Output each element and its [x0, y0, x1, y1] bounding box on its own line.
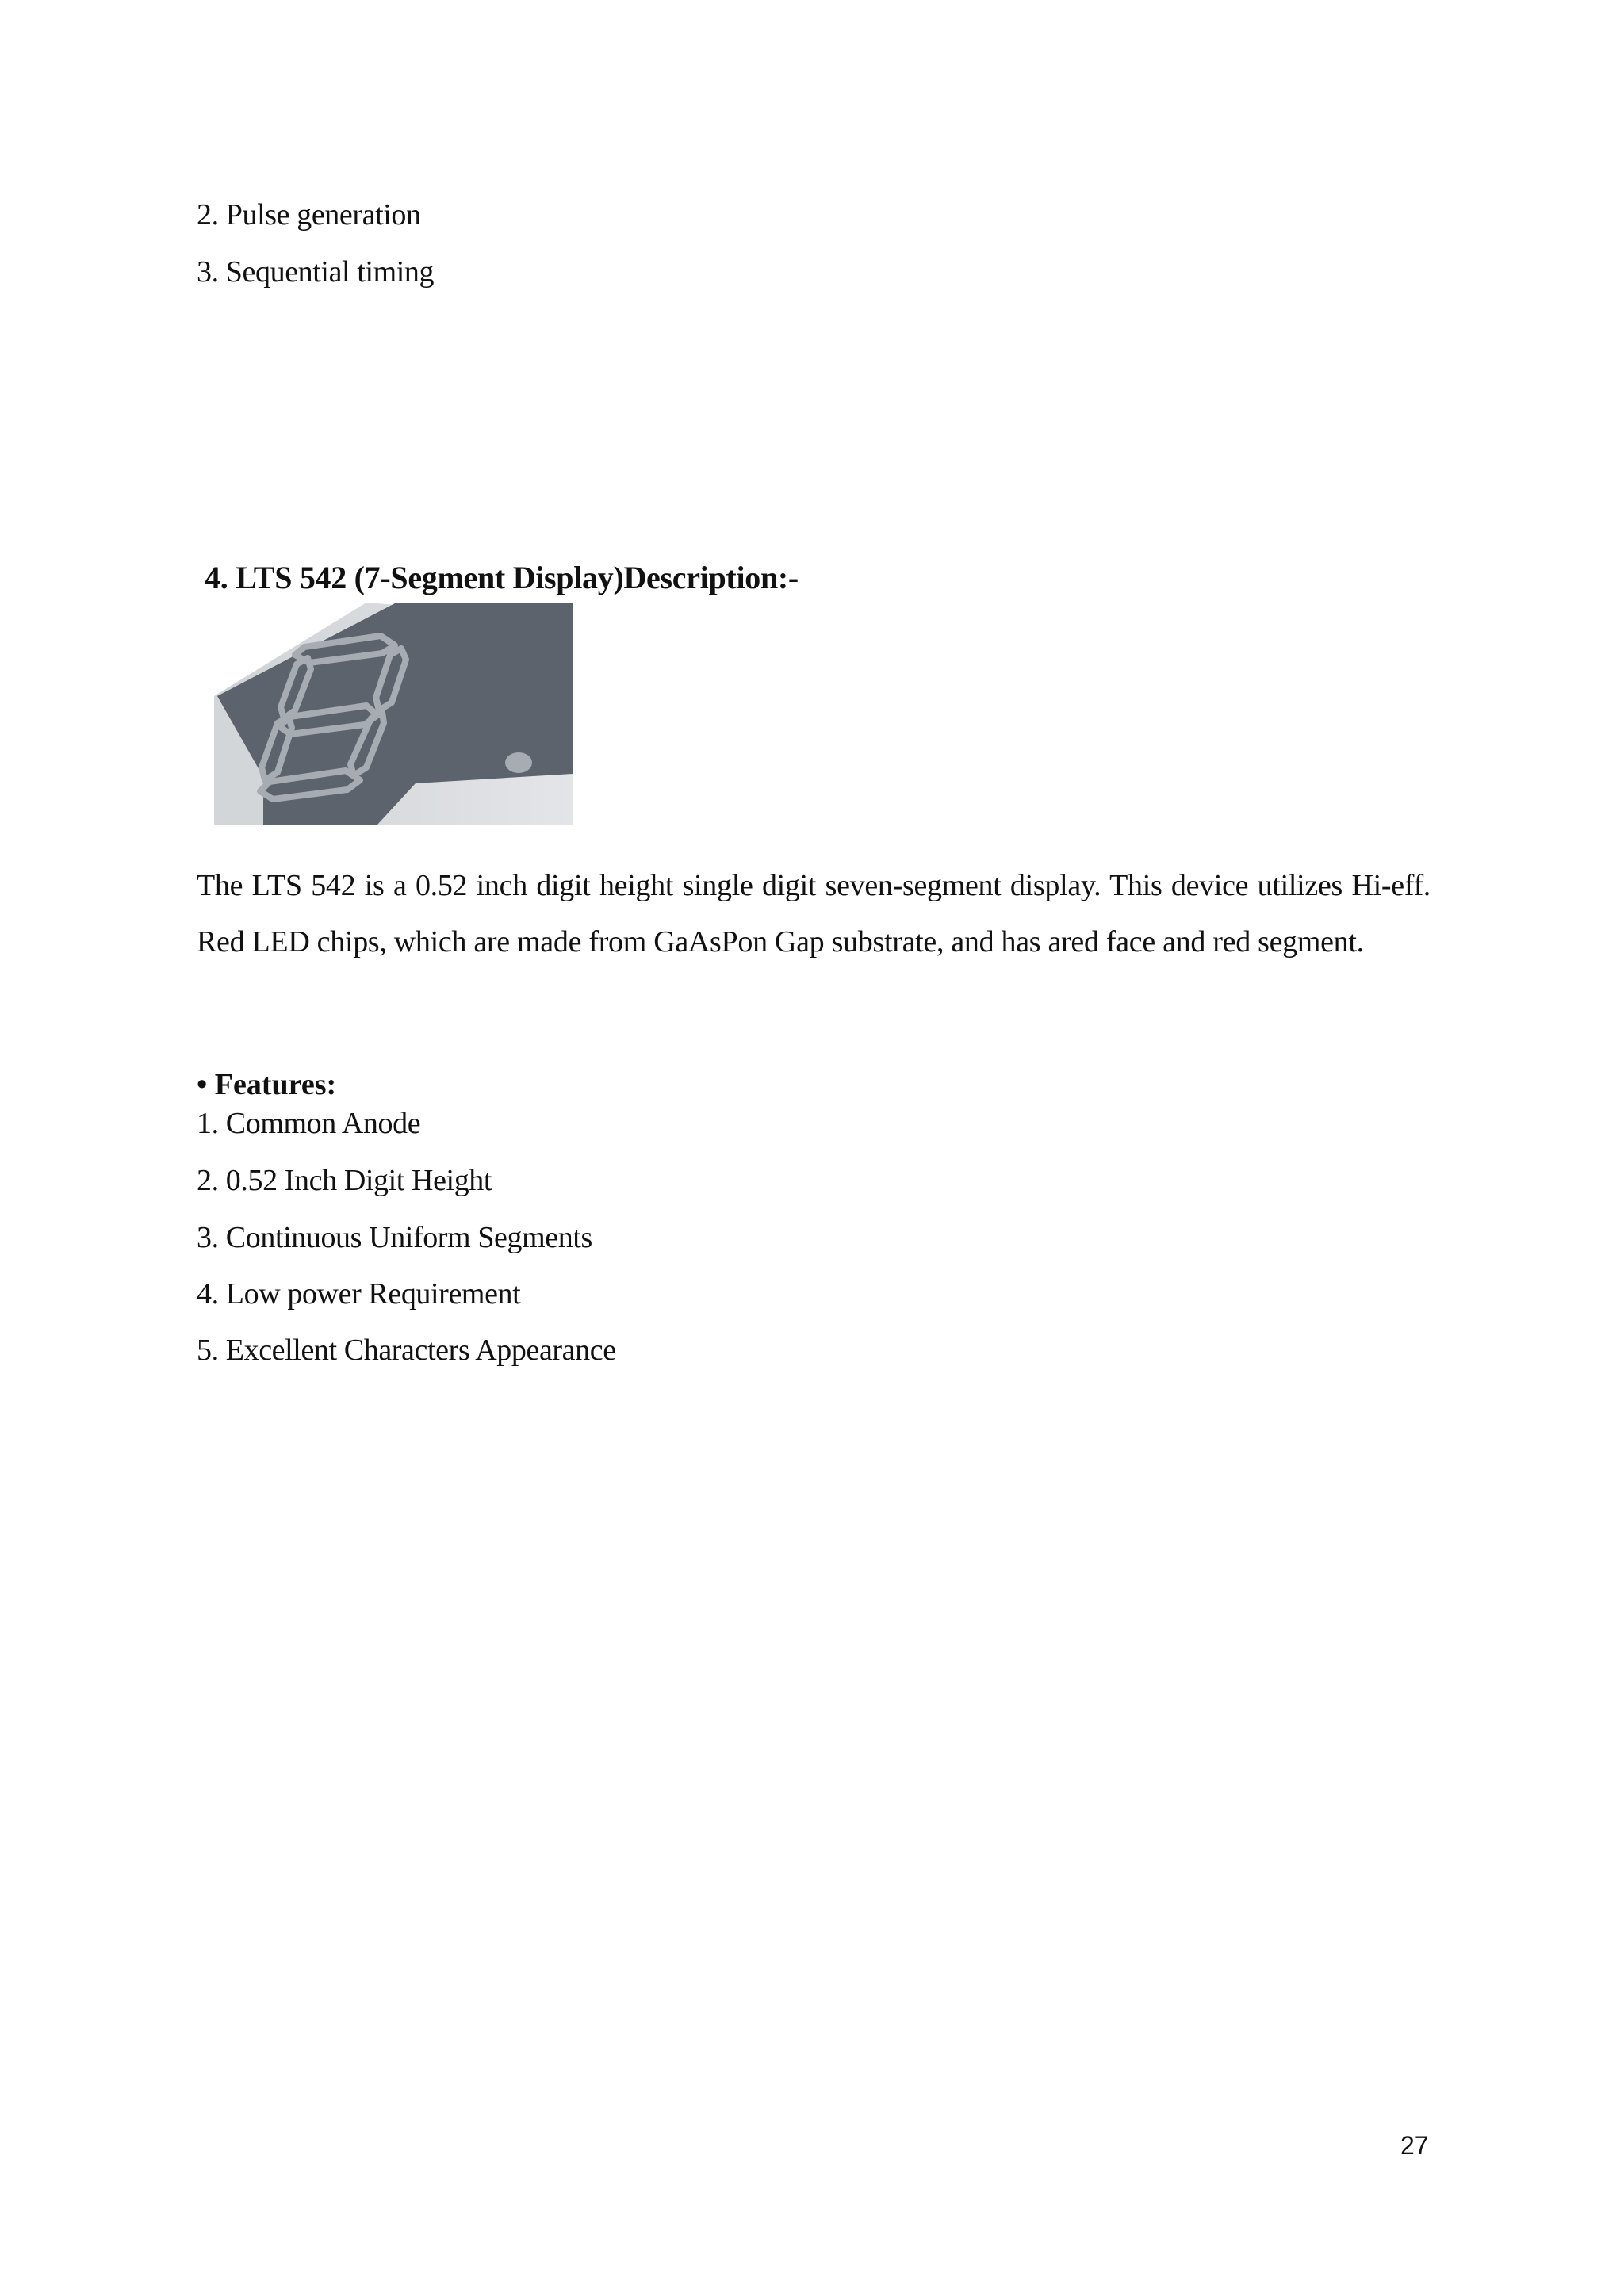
features-heading: • Features:: [197, 1068, 337, 1101]
page-number: 27: [1400, 2131, 1429, 2160]
section-heading: 4. LTS 542 (7-Segment Display)Description:-: [205, 560, 799, 595]
feature-item-1: 1. Common Anode: [197, 1107, 421, 1140]
feature-item-4: 4. Low power Requirement: [197, 1277, 521, 1311]
seven-segment-display-image: [208, 603, 573, 825]
feature-item-3: 3. Continuous Uniform Segments: [197, 1221, 592, 1254]
decimal-point: [505, 752, 532, 773]
feature-item-2: 2. 0.52 Inch Digit Height: [197, 1164, 492, 1197]
top-list-item-2: 2. Pulse generation: [197, 198, 421, 232]
top-list-item-3: 3. Sequential timing: [197, 255, 435, 289]
description-paragraph: The LTS 542 is a 0.52 inch digit height single digit seven-segment display. This device utilizes Hi-eff. Red LED chips, which are made from GaAsPon Gap substrate, and has ared face and red segment.: [197, 869, 1431, 959]
feature-item-5: 5. Excellent Characters Appearance: [197, 1334, 616, 1367]
